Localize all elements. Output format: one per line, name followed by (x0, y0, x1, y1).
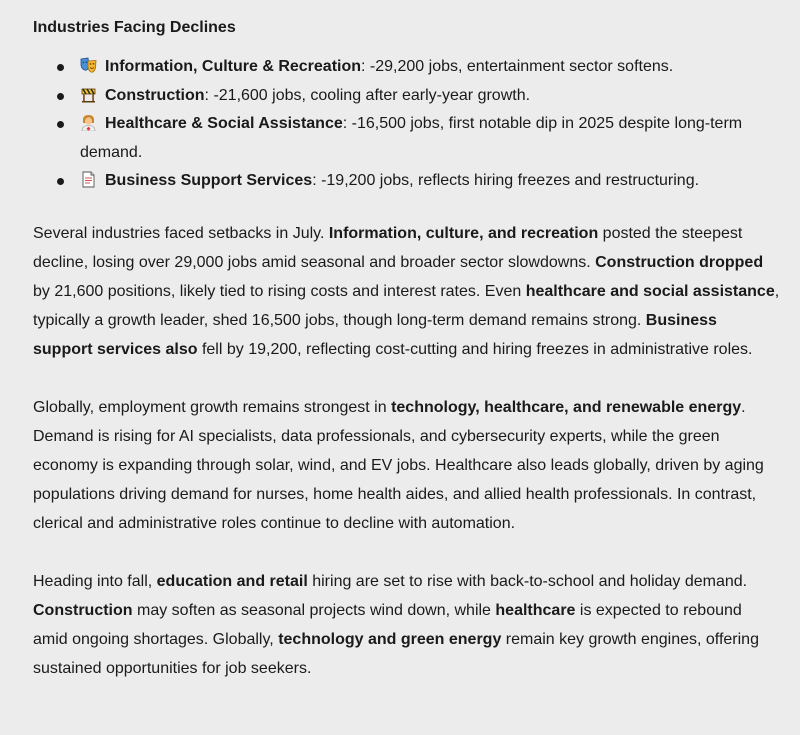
text-run: posted the steepest decline, losing over 29,000 jobs amid seasonal and broader sector slowdowns. (33, 224, 743, 271)
bold-run: Information, culture, and recreation (328, 224, 599, 242)
paragraph-outlook (33, 567, 780, 683)
construction-icon (80, 86, 97, 103)
theater-masks-icon (80, 57, 97, 74)
bullet-text: : -29,200 jobs, entertainment sector softens. (361, 58, 674, 75)
bullet-text: : -21,600 jobs, cooling after early-year growth. (204, 86, 531, 104)
bold-run: technology, healthcare, and renewable energy (391, 398, 742, 416)
bold-run: healthcare and social assistance (525, 282, 775, 300)
list-item-construction (33, 82, 780, 111)
bullet-title: Information, Culture & Recreation (105, 58, 362, 75)
text-run: is expected to rebound amid ongoing shortages. Globally, (33, 601, 742, 648)
bullet-text: : -16,500 jobs, first notable dip in 2025 despite long-term demand. (80, 115, 743, 161)
bold-run: Construction (33, 601, 133, 619)
bold-run: Construction dropped (595, 253, 764, 271)
text-run: Several industries faced setbacks in July. (33, 224, 329, 242)
text-run: hiring are set to rise with back-to-school and holiday demand. (307, 572, 748, 590)
bullet-text: : -19,200 jobs, reflects hiring freezes and restructuring. (312, 172, 700, 189)
document-icon (80, 171, 97, 188)
bold-run: Business support services also (33, 311, 717, 358)
bullet-title: Construction (105, 86, 205, 104)
bold-run: healthcare (495, 601, 576, 619)
text-run: , typically a growth leader, shed 16,500 jobs, though long-term demand remains strong. (33, 282, 780, 329)
text-run: fell by 19,200, reflecting cost-cutting and hiring freezes in administrative roles. (197, 340, 753, 358)
section-heading: Industries Facing Declines (33, 19, 236, 36)
bold-run: education and retail (156, 572, 308, 590)
bullet-title: Business Support Services (105, 172, 313, 189)
bold-run: technology and green energy (278, 630, 502, 648)
list-item-information (33, 53, 780, 82)
paragraph-setbacks (33, 219, 780, 364)
text-run: by 21,600 positions, likely tied to rising costs and interest rates. Even (33, 282, 526, 300)
text-run: remain key growth engines, offering sustained opportunities for job seekers. (33, 630, 759, 677)
list-item-healthcare (33, 110, 780, 167)
list-item-business-support (33, 167, 780, 196)
health-worker-icon (80, 114, 97, 131)
bullet-title: Healthcare & Social Assistance (105, 115, 343, 132)
declines-list (33, 53, 780, 196)
text-run: may soften as seasonal projects wind down, while (132, 601, 496, 619)
text-run: . Demand is rising for AI specialists, data professionals, and cybersecurity experts, while the green economy is expanding through solar, wind, and EV jobs. Healthcare also leads globally, driven by aging populations driving demand for nurses, home health aides, and allied health professionals. In contrast, clerical and administrative roles continue to decline with automation. (33, 398, 764, 532)
text-run: Globally, employment growth remains strongest in (33, 398, 392, 416)
text-run: Heading into fall, (33, 572, 157, 590)
paragraph-global (33, 393, 780, 538)
